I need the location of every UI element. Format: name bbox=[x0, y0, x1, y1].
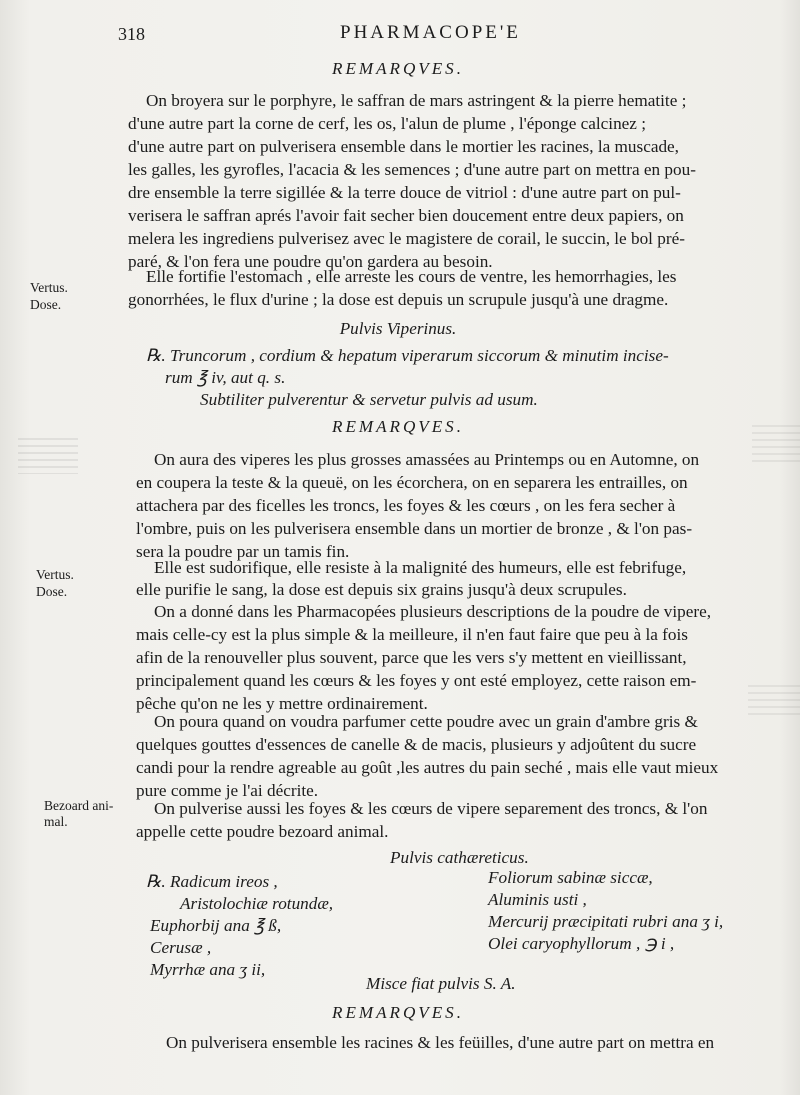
ingredient-line: Mercurij præcipitati rubri ana ʒ i, bbox=[488, 912, 724, 931]
text-line: principalement quand les cœurs & les foyes y ont esté employez, cette raison em- bbox=[136, 671, 697, 690]
margin-note: Bezoard ani- bbox=[44, 798, 114, 813]
text-line: On poura quand on voudra parfumer cette poudre avec un grain d'ambre gris & bbox=[154, 712, 698, 731]
text-line: melera les ingrediens pulverisez avec le magistere de corail, le succin, le bol pré- bbox=[128, 229, 685, 248]
recipe-line: rum ℥ iv, aut q. s. bbox=[165, 368, 286, 387]
ingredient-line: Foliorum sabinæ siccæ, bbox=[488, 868, 653, 887]
text-line: pêche qu'on ne les y mettre ordinairement. bbox=[136, 694, 428, 713]
ingredient-line: Myrrhæ ana ʒ ii, bbox=[150, 960, 266, 979]
section-heading: REMARQVES. bbox=[332, 417, 464, 436]
recipe-line: ℞. Truncorum , cordium & hepatum viperarum siccorum & minutim incise- bbox=[146, 346, 669, 365]
text-line: attachera par des ficelles les troncs, les foyes & les cœurs , on les fera secher à bbox=[136, 496, 676, 515]
text-line: l'ombre, puis on les pulverisera ensemble dans un mortier de bronze , & l'on pas- bbox=[136, 519, 693, 538]
ingredient-line: Aluminis usti , bbox=[488, 890, 587, 909]
margin-note: Dose. bbox=[30, 297, 62, 312]
margin-note: Vertus. bbox=[36, 567, 74, 582]
section-heading: REMARQVES. bbox=[332, 59, 464, 78]
bleed-through-mark bbox=[748, 685, 800, 715]
ingredient-line: Euphorbij ana ℥ ß, bbox=[150, 916, 282, 935]
ingredient-line: Aristolochiæ rotundæ, bbox=[180, 894, 334, 913]
text-line: dre ensemble la terre sigillée & la terre douce de vitriol : d'une autre part on pul- bbox=[128, 183, 681, 202]
ingredient-line: Cerusæ , bbox=[150, 938, 212, 957]
text-line: sera la poudre par un tamis fin. bbox=[136, 542, 350, 561]
bleed-through-mark bbox=[18, 438, 78, 474]
text-line: On a donné dans les Pharmacopées plusieurs descriptions de la poudre de vipere, bbox=[154, 602, 711, 621]
ingredient-line: ℞. Radicum ireos , bbox=[146, 872, 278, 891]
text-line: les galles, les gyrofles, l'acacia & les semences ; d'une autre part on mettra en pou- bbox=[128, 160, 696, 179]
recipe-closing: Misce fiat pulvis S. A. bbox=[366, 974, 516, 993]
text-line: appelle cette poudre bezoard animal. bbox=[136, 822, 389, 841]
section-heading: REMARQVES. bbox=[332, 1003, 464, 1022]
margin-note: Vertus. bbox=[30, 280, 68, 295]
text-line: mais celle-cy est la plus simple & la meilleure, il n'en faut faire que peu à la fois bbox=[136, 625, 688, 644]
text-line: On pulverisera ensemble les racines & les feüilles, d'une autre part on mettra en bbox=[166, 1033, 715, 1052]
text-line: Elle fortifie l'estomach , elle arreste les cours de ventre, les hemorrhagies, les bbox=[146, 267, 677, 286]
text-line: d'une autre part la corne de cerf, les os, l'alun de plume , l'éponge calcinez ; bbox=[128, 114, 647, 133]
text-line: afin de la renouveller plus souvent, parce que les vers s'y mettent en vieillissant, bbox=[136, 648, 687, 667]
recipe-title: Pulvis cathæreticus. bbox=[390, 848, 529, 867]
running-title: PHARMACOPE'E bbox=[340, 22, 521, 43]
text-line: elle purifie le sang, la dose est depuis six grains jusqu'à deux scrupules. bbox=[136, 580, 627, 599]
text-line: Elle est sudorifique, elle resiste à la malignité des humeurs, elle est febrifuge, bbox=[154, 558, 687, 577]
ingredient-line: Olei caryophyllorum , ℈ i , bbox=[488, 934, 675, 953]
text-line: On aura des viperes les plus grosses amassées au Printemps ou en Automne, on bbox=[154, 450, 700, 469]
text-line: On broyera sur le porphyre, le saffran de mars astringent & la pierre hematite ; bbox=[146, 91, 687, 110]
text-line: gonorrhées, le flux d'urine ; la dose est depuis un scrupule jusqu'à une dragme. bbox=[128, 290, 669, 309]
text-line: pure comme je l'ai décrite. bbox=[136, 781, 319, 800]
page-number: 318 bbox=[118, 24, 145, 44]
text-line: verisera le saffran aprés l'avoir fait secher bien doucement entre deux papiers, on bbox=[128, 206, 684, 225]
text-line: candi pour la rendre agreable au goût ,les autres du pain seché , mais elle vaut mieux bbox=[136, 758, 719, 777]
margin-note: mal. bbox=[44, 814, 68, 829]
text-line: paré, & l'on fera une poudre qu'on gardera au besoin. bbox=[128, 252, 493, 271]
recipe-title: Pulvis Viperinus. bbox=[339, 319, 457, 338]
text-line: en coupera la teste & la queuë, on les écorchera, on en separera les entrailles, on bbox=[136, 473, 688, 492]
text-line: On pulverise aussi les foyes & les cœurs de vipere separement des troncs, & l'on bbox=[154, 799, 708, 818]
margin-note: Dose. bbox=[36, 584, 68, 599]
text-line: quelques gouttes d'essences de canelle & de macis, plusieurs y adjoûtent du sucre bbox=[136, 735, 697, 754]
text-line: d'une autre part on pulverisera ensemble dans le mortier les racines, la muscade, bbox=[128, 137, 679, 156]
recipe-line: Subtiliter pulverentur & servetur pulvis ad usum. bbox=[200, 390, 538, 409]
